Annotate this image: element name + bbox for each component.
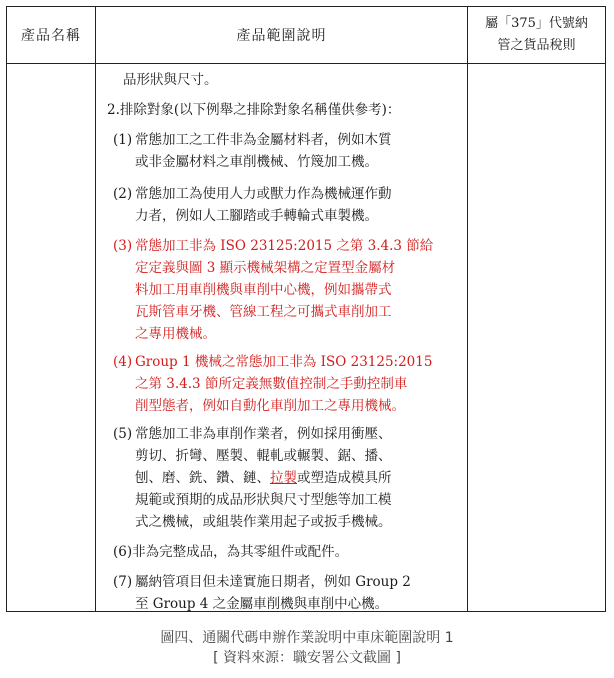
header-tariff-code-line1: 屬「375」代號納 [485,16,588,31]
list-item-number: (4) [113,354,133,370]
header-product-name: 產品名稱 [21,28,81,44]
list-item-line: 至 Group 4 之金屬車削機與車削中心機。 [135,596,389,612]
list-item-number: (2) [113,186,133,202]
list-item-line: 或非金屬材料之車削機械、竹篾加工機。 [135,154,378,170]
product-scope-table [6,6,606,612]
intro-line: 品形狀與尺寸。 [123,72,218,88]
header-tariff-code-line2: 管之貨品稅則 [497,38,576,53]
list-item-number: (5) [113,426,133,442]
list-item-line: 規範或預期的成品形狀與尺寸型態等加工模 [135,492,392,508]
list-item-line: 料加工用車削機與車削中心機，例如攜帶式 [135,282,392,298]
list-item-line: 常態加工為使用人力或獸力作為機械運作動 [135,186,392,202]
list-item-number: (7) [113,574,133,590]
header-tariff-code [468,7,605,63]
list-item-line: 常態加工非為車削作業者，例如採用衝壓、 [135,426,392,442]
list-item-number: (1) [113,132,133,148]
header-product-scope: 產品範圍說明 [236,28,327,44]
list-item-line: 之第 3.4.3 節所定義無數值控制之手動控制車 [135,376,408,392]
list-item-line: 常態加工非為 ISO 23125:2015 之第 3.4.3 節給 [135,238,434,254]
list-item-line: Group 1 機械之常態加工非為 ISO 23125:2015 [135,354,433,370]
list-item-line: 削型態者，例如自動化車削加工之專用機械。 [135,398,405,414]
list-item-line [135,467,463,489]
list-item-text: 刨、磨、銑、鑽、鏈、 [135,470,270,486]
list-item-line: 之專用機械。 [135,326,216,342]
header-divider [7,63,605,64]
list-item-line: 常態加工之工件非為金屬材料者，例如木質 [135,132,392,148]
exclusion-heading: 2.排除對象(以下例舉之排除對象名稱僅供參考)： [107,102,401,118]
figure-source: [ 資料來源：職安署公文截圖 ] [213,650,401,666]
highlighted-term: 拉製 [270,470,297,486]
list-item-6: (6)非為完整成品，為其零組件或配件。 [113,544,349,560]
list-item-line: 定定義與圖 3 顯示機械架構之定置型金屬材 [135,260,396,276]
list-item-number: (3) [113,238,133,254]
list-item-line: 瓦斯管車牙機、管線工程之可攜式車削加工 [135,304,392,320]
list-item-text: 或塑造成模具所 [297,470,392,486]
list-item-line: 屬納管項目但未達實施日期者，例如 Group 2 [135,574,411,590]
figure-caption: 圖四、通關代碼申辦作業說明中車床範圍說明 1 [160,630,454,646]
list-item-line: 剪切、折彎、壓製、輥軋或輾製、鋸、播、 [135,448,392,464]
column-divider [95,7,96,611]
column-divider [467,7,468,611]
list-item-line: 式之機械，或組裝作業用起子或扳手機械。 [135,514,392,530]
list-item-line: 力者，例如人工腳踏或手轉輪式車製機。 [135,208,378,224]
